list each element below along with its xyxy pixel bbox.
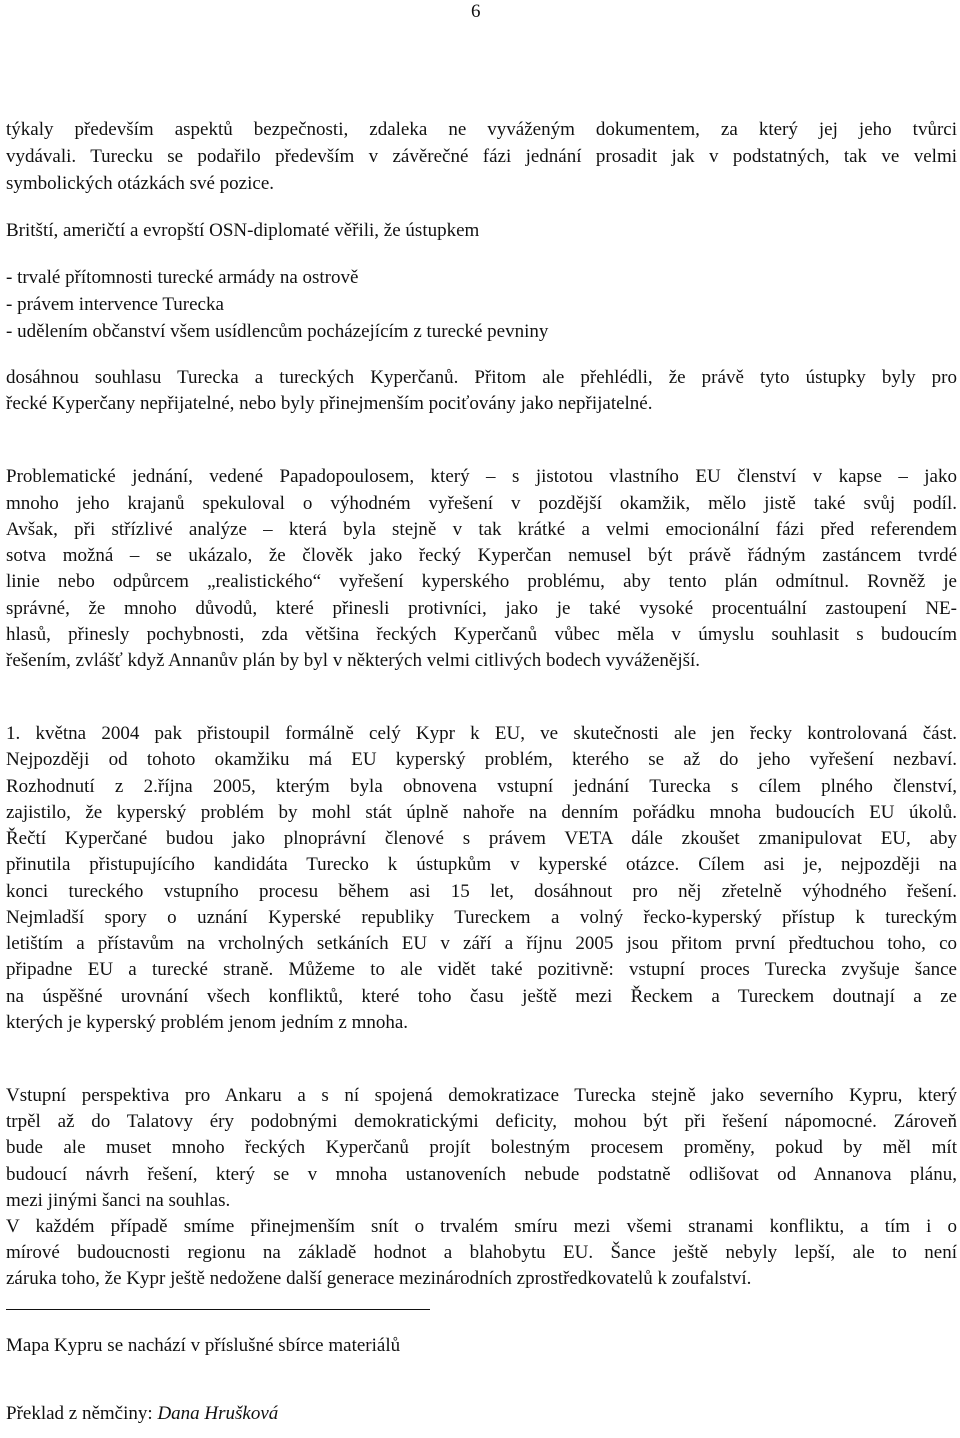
- translator-name: Dana Hrušková: [157, 1403, 279, 1424]
- final-line: záruka toho, že Kypr ještě nedožene další generace mezinárodních zprostředkovatelů k zoufalství.: [6, 1268, 752, 1289]
- problematic-line: hlasů, přinesly pochybnosti, zda většina řeckých Kyperčanů vůbec měla v úmyslu souhlasit s budoucím: [6, 624, 957, 645]
- translation-label: Překlad z němčiny:: [6, 1403, 158, 1424]
- may-line: letištím a přístavům na vrcholných setkáních EU v září a říjnu 2005 jsou přitom první předtuchou toho, co: [6, 933, 957, 954]
- ankara-line: bude ale muset mnoho řeckých Kyperčanů projít bolestným procesem proměny, pokud by měl mít: [6, 1137, 957, 1158]
- ankara-line: Vstupní perspektiva pro Ankaru a s ní spojená demokratizace Turecka stejně jako severního Kypru, který: [6, 1085, 957, 1106]
- may-line: přinutila přistupujícího kandidáta Turecko k ústupkům v kyperské otázce. Cílem asi je, nejpozději na: [6, 854, 957, 875]
- page-number: 6: [471, 1, 481, 22]
- consent-line: dosáhnou souhlasu Turecka a tureckých Kyperčanů. Přitom ale přehlédli, že právě tyto ústupky byly pro: [6, 367, 957, 388]
- list-item: - trvalé přítomnosti turecké armády na ostrově: [6, 267, 359, 288]
- ankara-line: mezi jinými šanci na souhlas.: [6, 1190, 231, 1211]
- ankara-line: budoucí návrh řešení, který se v mnoha ustanoveních nebude podstatně odlišovat od Annanova plánu,: [6, 1164, 957, 1185]
- problematic-line: Problematické jednání, vedené Papadopoulosem, který – s jistotou vlastního EU členství v kapse – jako: [6, 466, 957, 487]
- problematic-line: řešením, zvlášť když Annanův plán by byl v některých velmi citlivých bodech vyváženější.: [6, 650, 701, 671]
- ankara-line: trpěl až do Talatovy éry podobnými demokratickými deficity, mohou být při řešení nápomocné. Zároveň: [6, 1111, 957, 1132]
- final-line: V každém případě smíme přinejmenším snít o trvalém smíru mezi všemi stranami konfliktu, a tím i o: [6, 1216, 957, 1237]
- may-line: konci tureckého vstupního procesu během asi 15 let, dosáhnout pro něj zřetelně výhodného řešení.: [6, 881, 957, 902]
- problematic-line: správné, že mnoho důvodů, které přinesli protivníci, jako je také vysoké procentuální zastoupení NE-: [6, 598, 957, 619]
- may-line: 1. května 2004 pak přistoupil formálně celý Kypr k EU, ve skutečnosti ale jen řecky kontrolovaná část.: [6, 723, 957, 744]
- translation-credit: [6, 1402, 278, 1426]
- may-line: zajistilo, že kyperský problém by mohl stát úplně nahoře na denním pořádku mnoha budoucích EU úkolů.: [6, 802, 957, 823]
- intro-line: týkaly především aspektů bezpečnosti, zdaleka ne vyváženým dokumentem, za který jej jeho tvůrci: [6, 119, 957, 140]
- may-line: Rozhodnutí z 2.října 2005, kterým byla obnovena vstupní jednání Turecka s cílem plného členství,: [6, 776, 957, 797]
- footnote-separator: [6, 1309, 430, 1310]
- may-line: na úspěšné urovnání všech konfliktů, které toho času ještě mezi Řeckem a Tureckem doutnají a ze: [6, 986, 957, 1007]
- list-item: - udělením občanství všem usídlencům pocházejícím z turecké pevniny: [6, 321, 549, 342]
- intro-line: vydávali. Turecku se podařilo především v závěrečné fázi jednání prosadit jak v podstatných, tak ve velmi: [6, 146, 957, 167]
- intro-line: symbolických otázkách své pozice.: [6, 173, 275, 194]
- may-line: kterých je kyperský problém jenom jedním z mnoha.: [6, 1012, 409, 1033]
- problematic-line: mnoho jeho krajanů spekuloval o výhodném vyřešení v pozdější okamžik, mělo jistě také svůj podíl.: [6, 493, 957, 514]
- list-item: - právem intervence Turecka: [6, 294, 224, 315]
- may-line: Nejmladší spory o uznání Kyperské republiky Tureckem a volný řecko-kyperský přístup k tureckým: [6, 907, 957, 928]
- problematic-line: sotva možná – se ukázalo, že člověk jako řecký Kyperčan nemusel být právě řádným zastáncem tvrdé: [6, 545, 957, 566]
- map-note: Mapa Kypru se nachází v příslušné sbírce materiálů: [6, 1335, 401, 1356]
- may-line: Nejpozději od tohoto okamžiku má EU kyperský problém, kterého se až do jeho vyřešení nezbaví.: [6, 749, 957, 770]
- may-line: připadne EU a turecké straně. Můžeme to ale vidět také pozitivně: vstupní proces Turecka zvyšuje šance: [6, 959, 957, 980]
- final-line: mírové budoucnosti regionu na základě hodnot a blahobytu EU. Šance ještě nebyly lepší, ale to není: [6, 1242, 957, 1263]
- diplomats-line: Britští, američtí a evropští OSN-diplomaté věřili, že ústupkem: [6, 220, 480, 241]
- problematic-line: Avšak, při střízlivé analýze – která byla stejně v tak krátké a velmi emocionální fázi před referendem: [6, 519, 957, 540]
- consent-line: řecké Kyperčany nepřijatelné, nebo byly přinejmenším pociťovány jako nepřijatelné.: [6, 393, 653, 414]
- may-line: Řečtí Kyperčané budou jako plnoprávní členové s právem VETA dále zkoušet zmanipulovat EU, aby: [6, 828, 957, 849]
- problematic-line: linie nebo odpůrcem „realistického“ vyřešení kyperského problému, aby tento plán odmítnul. Rovněž je: [6, 571, 957, 592]
